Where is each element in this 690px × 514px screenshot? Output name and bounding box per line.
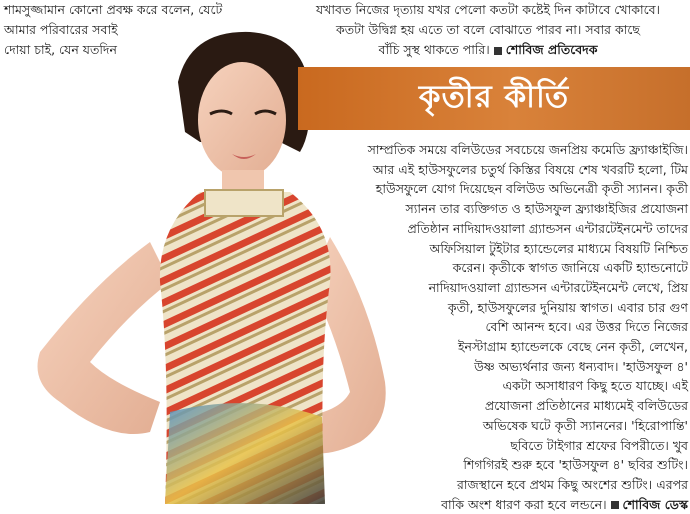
article-line: অভিষেক ঘটে কৃতী স্যাননের। 'হিরোপান্তি' <box>482 417 688 433</box>
article-line: প্রতিষ্ঠান নাদিয়াদওয়ালা গ্র্যান্ডসন এন্টারটেইনমেন্ট তাদের <box>407 220 688 236</box>
article-line: অফিসিয়াল টুইটার হ্যান্ডেলের মাধ্যমে বিষয়টি নিশ্চিত <box>429 240 688 256</box>
article-line: আর এই হাউসফুলের চতুর্থ কিস্তির বিষয়ে শেষ খবরটি হলো, টিম <box>372 161 688 177</box>
article-line: একটা অসাধারণ কিছু হতে যাচ্ছে। এই <box>502 378 688 394</box>
article-line: করেন। কৃতীকে স্বাগত জানিয়ে একটি হ্যান্ডনোটে <box>452 260 688 276</box>
article-line: স্যানন তার ব্যক্তিগত ও হাউসফুল ফ্র্যাঞ্চাইজির প্রযোজনা <box>405 201 688 217</box>
square-bullet-icon <box>494 47 502 55</box>
article-line: ছবিতে টাইগার শ্রফের বিপরীতে। খুব <box>510 437 688 453</box>
article-line: নাদিয়াদওয়ালা গ্র্যান্ডসন এন্টারটেইনমেন্ট লেখে, প্রিয় <box>428 279 688 295</box>
article-line: প্রযোজনা প্রতিষ্ঠানের মাধ্যমেই বলিউডের <box>484 398 688 414</box>
article-line <box>296 495 688 514</box>
square-bullet-icon <box>611 501 619 509</box>
headline: কৃতীর কীর্তি <box>418 78 570 115</box>
article-line: হাউসফুলে যোগ দিয়েছেন বলিউড অভিনেত্রী কৃতী স্যানন। কৃতী <box>375 181 688 197</box>
byline: শোবিজ ডেস্ক <box>622 496 688 512</box>
text-line: যখাবত নিজের দৃত্যায় যখর পেলো কতটা কষ্টেই দিন কাটাবে খোকাবে। <box>315 2 661 17</box>
left-arm-shape <box>38 242 171 434</box>
headline-banner <box>298 67 690 130</box>
text-line: আমার পরিবারের সবাই <box>4 22 118 37</box>
article-line: শিগগিরই শুরু হবে 'হাউসফুল ৪' ছবির শুটিং। <box>463 457 688 473</box>
dress-collar-shape <box>205 190 283 216</box>
byline: শোবিজ প্রতিবেদক <box>505 42 598 57</box>
article-line: কৃতী, হাউসফুলের দুনিয়ায় স্বাগত। এবার চার গুণ <box>447 299 688 315</box>
article-line: উষ্ণ অভ্যর্থনার জন্য ধন্যবাদ। 'হাউসফুল ৪' <box>474 358 688 374</box>
article-line: ইনস্টাগ্রাম হ্যান্ডেলকে বেছে নেন কৃতী, লেখেন, <box>458 339 688 355</box>
text-fragment: বাঁচি সুস্থ থাকতে পারি। <box>378 42 490 57</box>
text-line: শামসুজ্জামান কোনো প্রবক্ষ করে বলেন, যেটে <box>4 2 223 17</box>
text-line: দোয়া চাই, যেন যতদিন <box>4 42 117 57</box>
article-line: বেশি আনন্দ হবে। এর উত্তর দিতে নিজের <box>485 319 688 335</box>
face-shape <box>198 62 286 178</box>
article-line: রাজস্থানে হবে প্রথম কিছু অংশের শুটিং। এরপর <box>457 476 688 492</box>
article-line: সাম্প্রতিক সময়ে বলিউডের সবচেয়ে জনপ্রিয় কমেডি ফ্র্যাঞ্চাইজি। <box>367 142 688 157</box>
text-line: কতটা উদ্বিগ্ন হয় এতে তা বলে বোঝাতে পারব না। সবার কাছে <box>335 22 640 37</box>
text-fragment: বাকি অংশ ধারণ করা হবে লন্ডনে। <box>441 496 607 512</box>
article-body <box>296 140 688 512</box>
